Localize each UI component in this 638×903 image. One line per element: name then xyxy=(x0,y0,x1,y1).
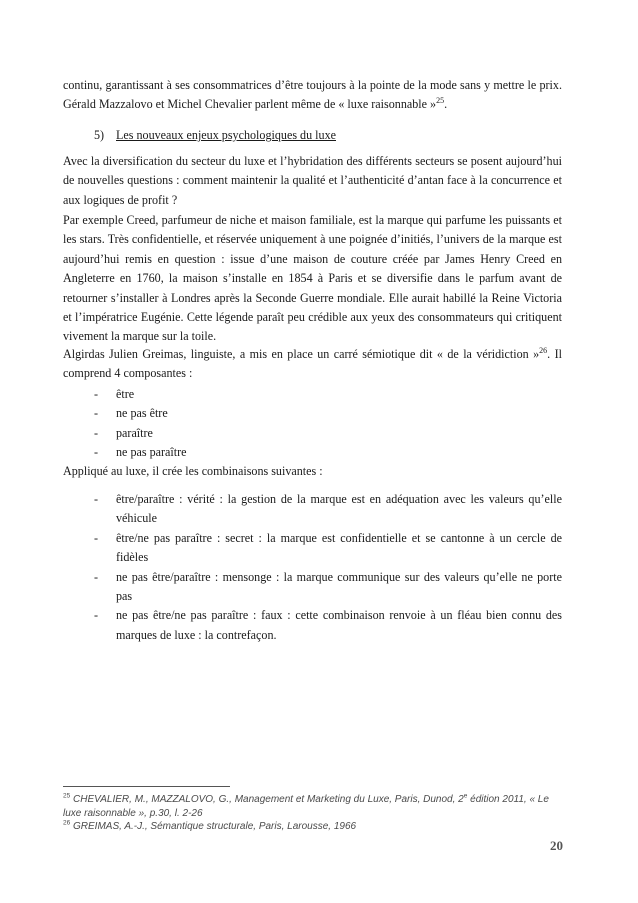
paragraph-text: continu, garantissant à ses consommatrices d’être toujours à la pointe de la mode sans y mettre le prix. Gérald Mazzalovo et Michel Chevalier parlent même de « luxe raisonnable » xyxy=(63,78,562,112)
dash-bullet: - xyxy=(94,569,99,584)
components-list xyxy=(0,385,562,463)
list-item xyxy=(0,529,562,568)
footnote-superscript: e xyxy=(463,792,468,800)
page-number: 20 xyxy=(550,838,563,853)
paragraph-end: . Il comprend 4 composantes : xyxy=(63,347,562,381)
footnote-25 xyxy=(63,793,562,821)
list-item-text: être/paraître : vérité : la gestion de la marque est en adéquation avec les valeurs qu’elle véhicule xyxy=(116,492,562,526)
list-item-text: ne pas être/ne pas paraître : faux : cette combinaison renvoie à un fléau bien connu des marques de luxe : la contrefaçon. xyxy=(116,608,562,642)
dash-bullet: - xyxy=(94,530,99,545)
footnote-ref-26[interactable]: 26 xyxy=(539,345,548,355)
footnote-number: 26 xyxy=(63,819,71,827)
dash-bullet: - xyxy=(94,492,99,506)
list-item xyxy=(0,404,562,423)
paragraph-luxe-raisonnable xyxy=(63,76,562,115)
paragraph-diversification: Avec la diversification du secteur du luxe et l’hybridation des différents secteurs se posent aujourd’hui de nouvelles questions : comment maintenir la qualité et l’authenticité d’antan face à la concurrence et aux logiques de profit ? xyxy=(63,154,562,207)
heading-title: Les nouveaux enjeux psychologiques du luxe xyxy=(116,128,336,142)
list-item-text: être xyxy=(116,387,135,401)
section-heading xyxy=(94,126,336,145)
list-item-text: être/ne pas paraître : secret : la marque est confidentielle et se cantonne à un cercle de fidèles xyxy=(116,530,562,565)
footnote-divider xyxy=(63,786,230,787)
paragraph-end: . xyxy=(444,97,448,112)
paragraph-applique: Appliqué au luxe, il crée les combinaisons suivantes : xyxy=(63,464,323,478)
dash-bullet: - xyxy=(94,608,99,623)
footnote-number: 25 xyxy=(63,792,71,800)
list-item xyxy=(0,490,562,529)
heading-number: 5) xyxy=(94,128,105,142)
paragraph-text: Algirdas Julien Greimas, linguiste, a mis en place un carré sémiotique dit « de la véridiction » xyxy=(63,347,540,361)
list-item xyxy=(0,443,562,462)
footnote-ref-25[interactable]: 25 xyxy=(436,96,445,106)
combinations-list xyxy=(0,490,562,645)
list-item-text: ne pas paraître xyxy=(116,445,187,460)
footnote-text: GREIMAS, A.-J., Sémantique structurale, Paris, Larousse, 1966 xyxy=(73,821,357,832)
dash-bullet: - xyxy=(94,406,99,421)
list-item xyxy=(0,424,562,443)
list-item xyxy=(0,385,562,404)
dash-bullet: - xyxy=(94,425,99,440)
paragraph-creed: Par exemple Creed, parfumeur de niche et maison familiale, est la marque qui parfume les puissants et les stars. Très confidentielle, et réservée uniquement à une poignée d’initiés, l’univers de la marque est aujourd’hui remis en question : issue d’une maison de couture créée par James Henry Creed en Angleterre en 1760, la maison s’installe en 1854 à Paris et se diversifie dans le parfum avant de retourner s’installer à Londres après la Seconde Guerre mondiale. Elle aurait habillé la Reine Victoria et l’impératrice Eugénie. Cette légende paraît peu crédible aux yeux des consommateurs qui critiquent vivement la marque sur la toile. xyxy=(63,213,562,344)
list-item xyxy=(0,606,562,645)
list-item xyxy=(0,568,562,607)
list-item-text: ne pas être/paraître : mensonge : la marque communique sur des valeurs qu’elle ne porte pas xyxy=(116,569,562,604)
dash-bullet: - xyxy=(94,445,99,460)
list-item-text: ne pas être xyxy=(116,406,168,421)
footnote-26 xyxy=(63,820,562,834)
footnote-text: édition 2011, « Le luxe raisonnable », p.30, l. 2-26 xyxy=(63,794,549,819)
paragraph-greimas xyxy=(63,345,562,384)
list-item-text: paraître xyxy=(116,425,153,440)
dash-bullet: - xyxy=(94,387,99,401)
footnote-text: CHEVALIER, M., MAZZALOVO, G., Management et Marketing du Luxe, Paris, Dunod, 2 xyxy=(73,794,464,805)
